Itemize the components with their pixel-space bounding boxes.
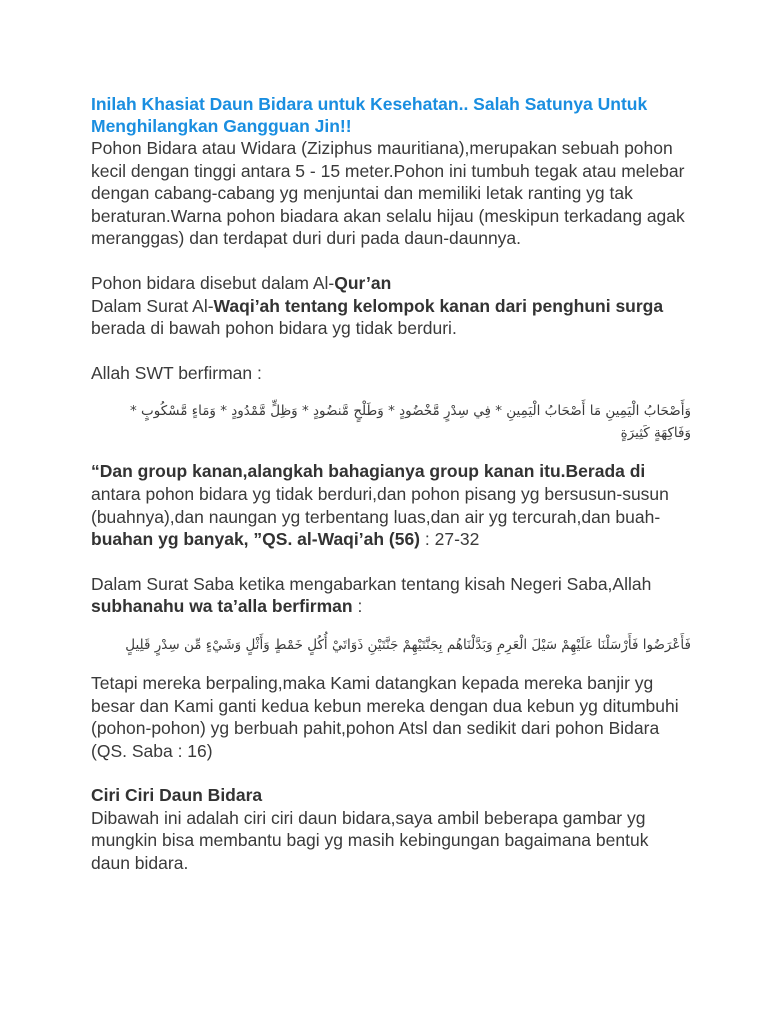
ciri-heading: Ciri Ciri Daun Bidara xyxy=(91,785,263,806)
arabic-verse-saba: فَأَعْرَضُوا فَأَرْسَلْنَا عَلَيْهِمْ سَيْلَ الْعَرِمِ وَبَدَّلْنَاهُم بِجَنَّتَيْهِمْ جَنَّتَيْنِ ذَوَاتَيْ أُكُلٍ خَمْطٍ وَأَثْلٍ وَشَيْءٍ مِّن سِدْرٍ قَلِيلٍ xyxy=(125,636,691,653)
waqiah-bold: Waqi’ah tentang kelompok kanan dari penghuni surga xyxy=(213,295,664,316)
saba-normal: Dalam Surat Saba ketika mengabarkan tentang kisah Negeri Saba,Allah xyxy=(91,573,652,594)
translation-waqiah-normal-1: antara pohon bidara yg tidak berduri,dan pohon pisang yg bersusun-susun (buahnya),dan naungan yg terbentang luas,dan air yg tercurah,dan buah- xyxy=(91,483,669,527)
allah-berfirman-line: Allah SWT berfirman : xyxy=(91,362,262,383)
quran-mention-bold: Qur’an xyxy=(334,272,392,293)
saba-rest: : xyxy=(352,596,363,617)
translation-waqiah-normal-2: : 27-32 xyxy=(420,529,480,550)
ciri-paragraph: Dibawah ini adalah ciri ciri daun bidara,saya ambil beberapa gambar yg mungkin bisa membantu bagi yg masih kebingungan bagaimana bentuk daun bidara. xyxy=(91,807,649,874)
saba-bold: subhanahu wa ta’alla berfirman xyxy=(91,596,353,617)
arabic-verse-waqiah: وَأَصْحَابُ الْيَمِينِ مَا أَصْحَابُ الْيَمِينِ * فِي سِدْرٍ مَّخْضُودٍ * وَطَلْحٍ مَّنضُودٍ * وَظِلٍّ مَّمْدُودٍ * وَمَاءٍ مَّسْكُوبٍ * وَفَاكِهَةٍ كَثِيرَةٍ xyxy=(129,403,691,442)
document-body xyxy=(91,93,691,875)
waqiah-rest: berada di bawah pohon bidara yg tidak berduri. xyxy=(91,318,457,339)
quran-mention-paragraph xyxy=(91,272,691,295)
article-title: Inilah Khasiat Daun Bidara untuk Kesehatan.. Salah Satunya Untuk Menghilangkan Gangguan Jin!! xyxy=(91,94,648,136)
translation-saba: Tetapi mereka berpaling,maka Kami datangkan kepada mereka banjir yg besar dan Kami ganti kedua kebun mereka dengan dua kebun yg ditumbuhi (pohon-pohon) yg berbuah pahit,pohon Atsl dan sedikit dari pohon Bidara (QS. Saba : 16) xyxy=(91,672,679,761)
waqiah-prefix: Dalam Surat Al- xyxy=(91,295,214,316)
translation-waqiah-bold-2: buahan yg banyak, ”QS. al-Waqi’ah (56) xyxy=(91,529,421,550)
saba-paragraph xyxy=(91,573,691,618)
translation-waqiah-bold-1: “Dan group kanan,alangkah bahagianya group kanan itu.Berada di xyxy=(91,461,646,482)
quran-mention-prefix: Pohon bidara disebut dalam Al- xyxy=(91,272,335,293)
intro-paragraph: Pohon Bidara atau Widara (Ziziphus mauritiana),merupakan sebuah pohon kecil dengan tinggi antara 5 - 15 meter.Pohon ini tumbuh tegak atau melebar dengan cabang-cabang yg menjuntai dan memiliki letak ranting yg tak beraturan.Warna pohon biadara akan selalu hijau (meskipun terkadang agak meranggas) dan terdapat duri duri pada daun-daunnya. xyxy=(91,138,685,249)
waqiah-paragraph xyxy=(91,295,691,340)
translation-waqiah xyxy=(91,460,691,550)
